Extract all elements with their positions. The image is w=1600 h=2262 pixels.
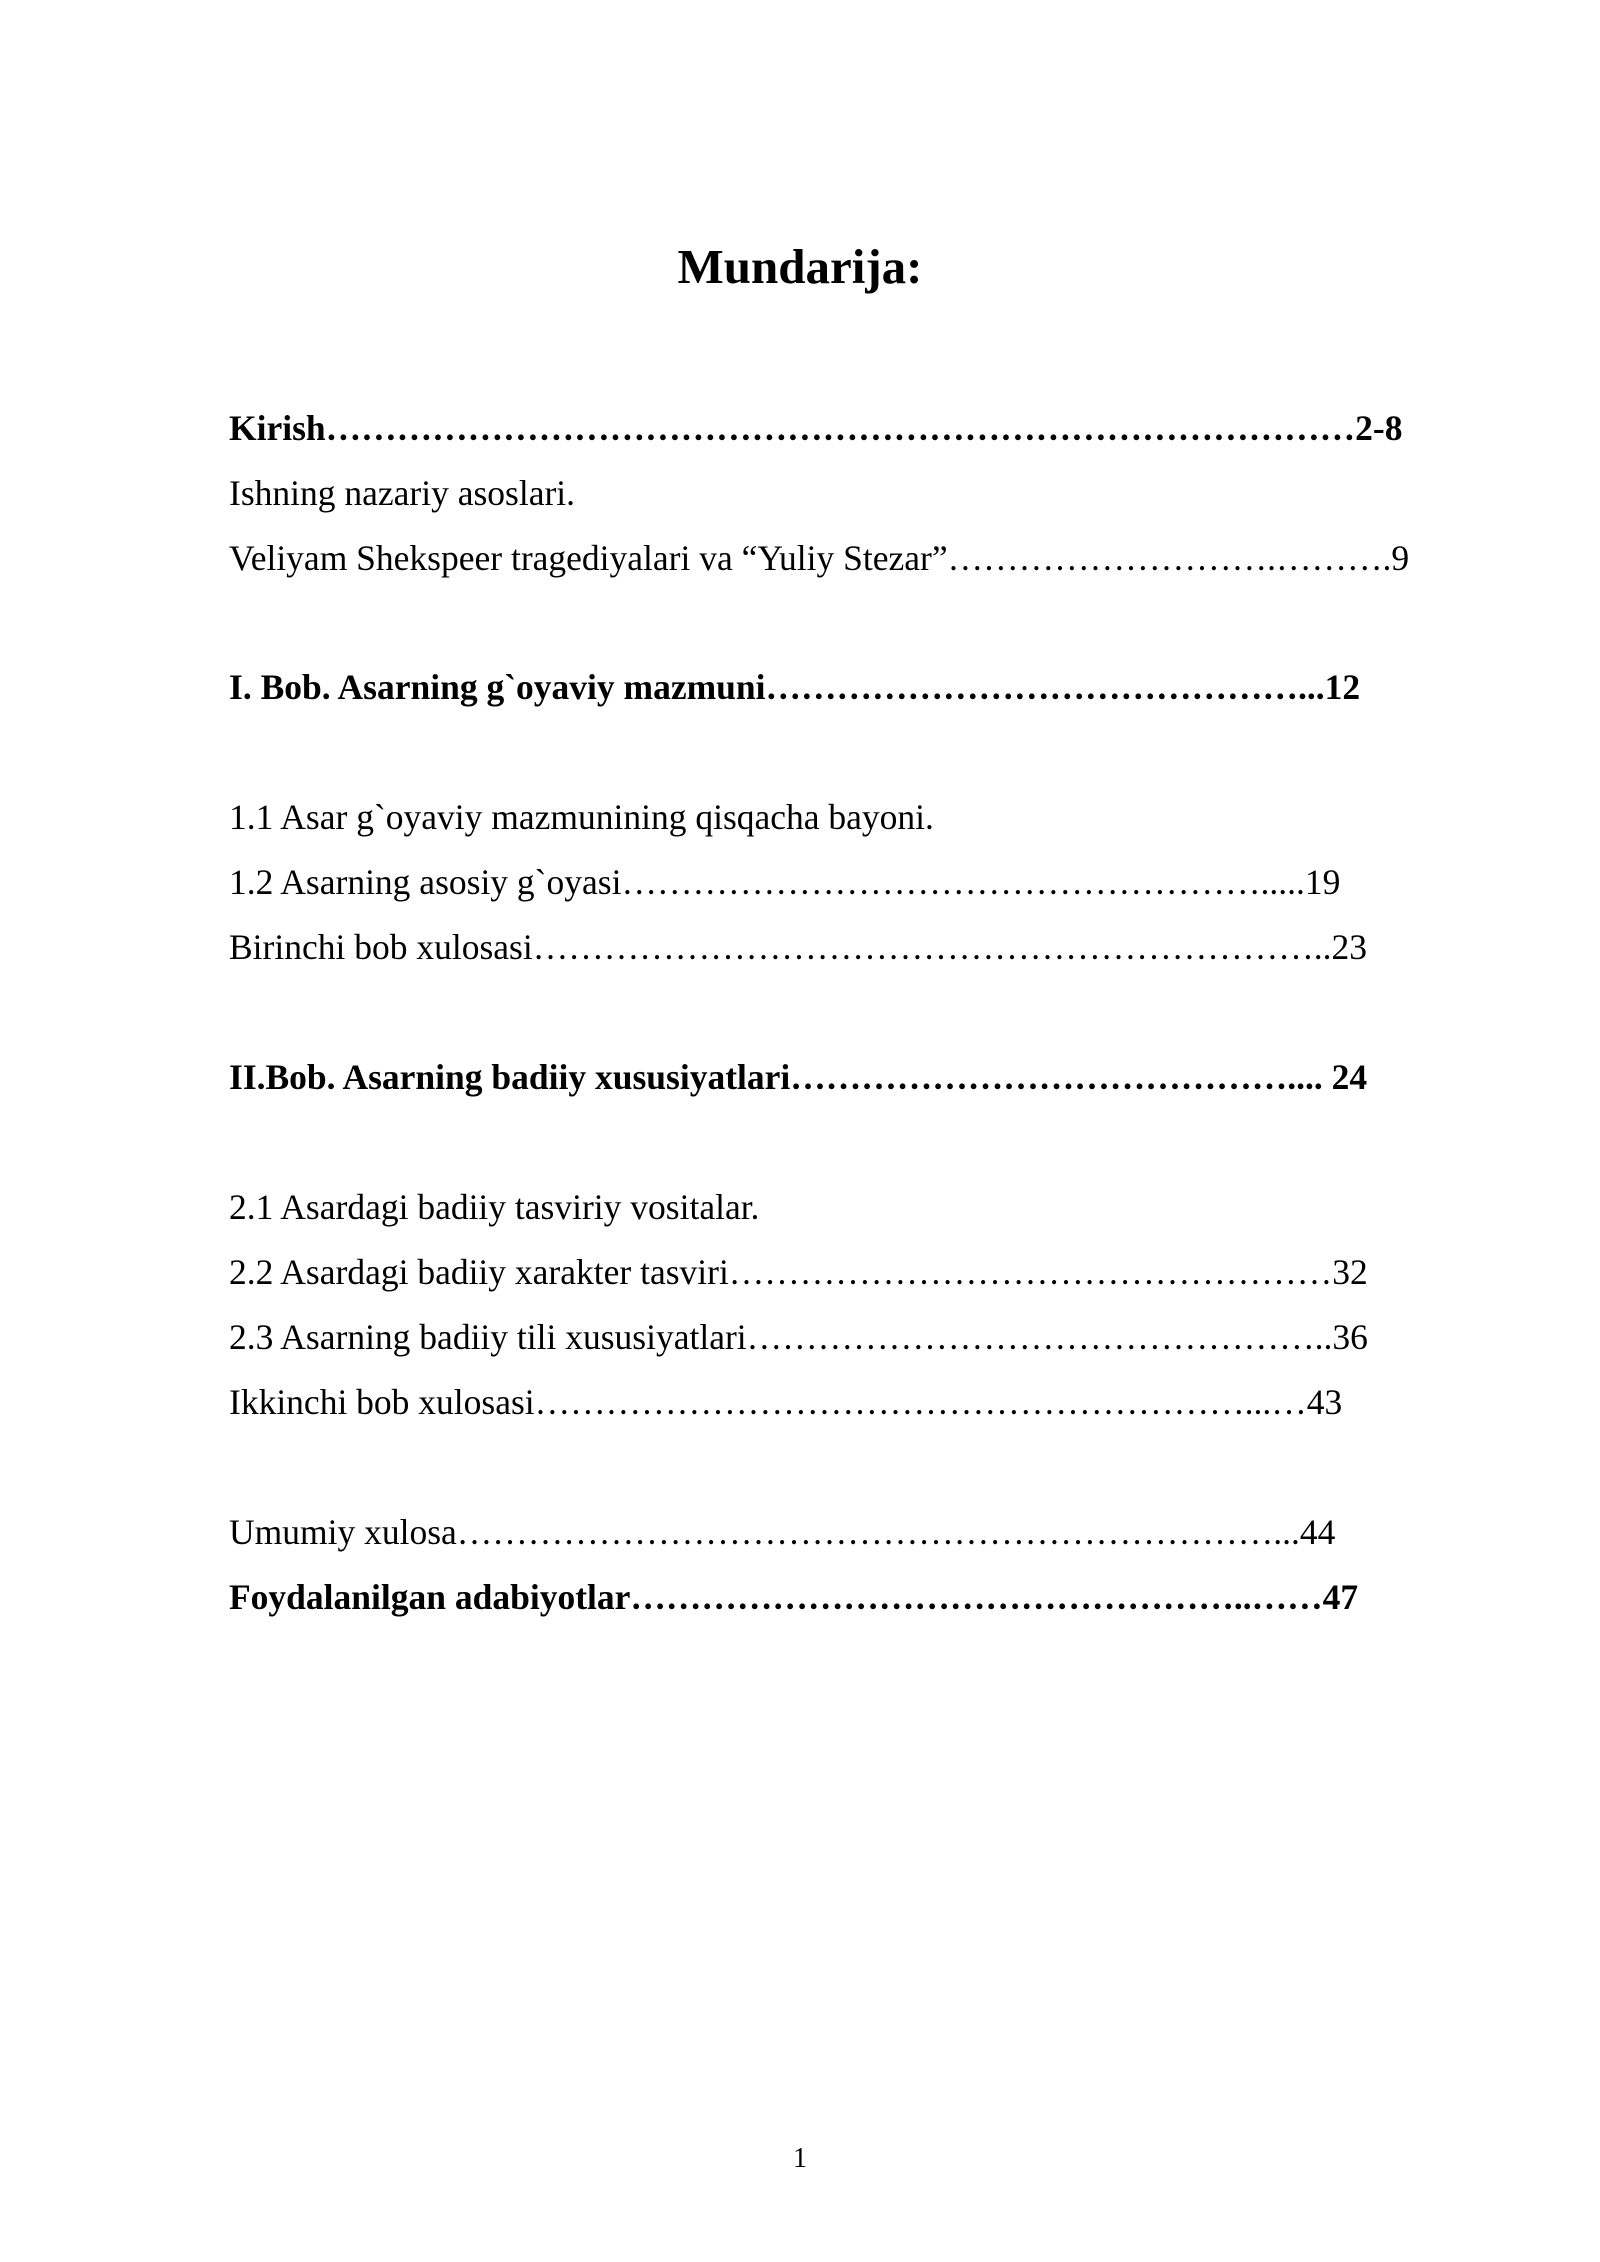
toc-entry-section-2-1: 2.1 Asardagi badiiy tasviriy vositalar. (229, 1187, 760, 1227)
toc-entry-section-1-1: 1.1 Asar g`oyaviy mazmunining qisqacha bayoni. (229, 797, 934, 837)
toc-entry-kirish: Kirish……………………………………………………………………………2-8 (229, 408, 1403, 448)
toc-entry-references: Foydalanilgan adabiyotlar……………………………………………..……47 (229, 1577, 1359, 1617)
page-title: Mundarija: (677, 239, 923, 294)
toc-entry-nazariy-asoslar: Ishning nazariy asoslari. (229, 473, 576, 513)
toc-entry-chapter-1-conclusion: Birinchi bob xulosasi…………………………………………………………..23 (229, 927, 1367, 967)
toc-entry-section-2-2: 2.2 Asardagi badiiy xarakter tasviri……………………………………………32 (229, 1252, 1368, 1292)
toc-entry-chapter-1: I. Bob. Asarning g`oyaviy mazmuni………………………………………...12 (229, 667, 1361, 707)
toc-entry-shekspir: Veliyam Shekspeer tragediyalari va “Yuliy Stezar”……………………….……….9 (229, 538, 1410, 578)
toc-entry-section-2-3: 2.3 Asarning badiiy tili xususiyatlari…………………………………………..36 (229, 1317, 1368, 1357)
toc-entry-general-conclusion: Umumiy xulosa……………………………………………………………...44 (229, 1512, 1336, 1552)
page-number: 1 (793, 2143, 807, 2174)
toc-entry-chapter-2: II.Bob. Asarning badiiy xususiyatlari…………………………………….... 24 (229, 1057, 1368, 1097)
toc-entry-section-1-2: 1.2 Asarning asosiy g`oyasi……………………………………………….....19 (229, 862, 1341, 902)
toc-entry-chapter-2-conclusion: Ikkinchi bob xulosasi……………………………………………………...…43 (229, 1382, 1343, 1422)
